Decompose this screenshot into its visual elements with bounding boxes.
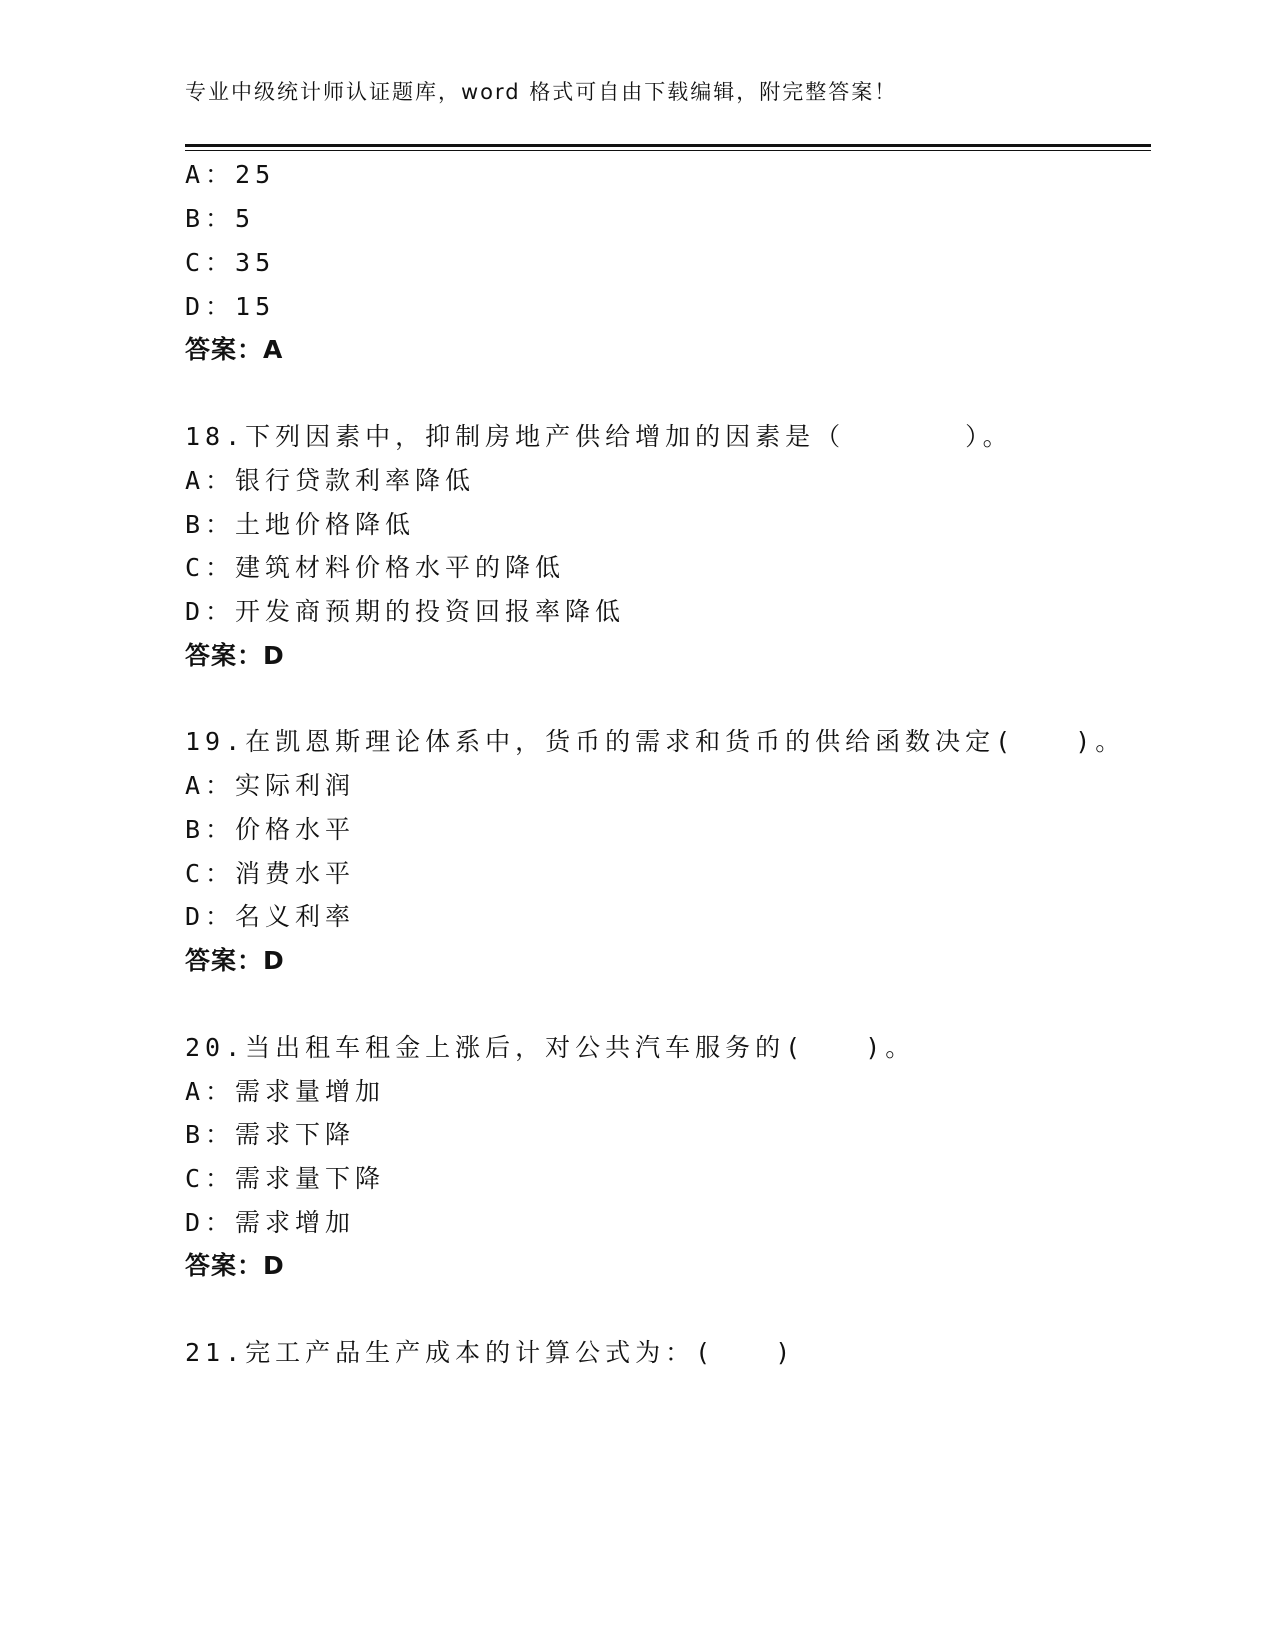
q19-option-d: D：名义利率 xyxy=(185,902,356,931)
q19-question: 19.在凯恩斯理论体系中，货币的需求和货币的供给函数决定( )。 xyxy=(185,727,1126,756)
q19-option-c: C：消费水平 xyxy=(185,859,356,888)
q18-option-a: A：银行贷款利率降低 xyxy=(185,466,476,495)
q20-option-b: B：需求下降 xyxy=(185,1120,356,1149)
q17-option-b: B：5 xyxy=(185,204,256,233)
q19-answer: 答案：D xyxy=(185,946,285,975)
q19-option-a: A：实际利润 xyxy=(185,771,356,800)
q17-option-a: A：25 xyxy=(185,160,276,189)
q18-option-c: C：建筑材料价格水平的降低 xyxy=(185,553,566,582)
header-rule-thin xyxy=(185,150,1151,151)
q17-option-c: C：35 xyxy=(185,248,276,277)
q19-option-b: B：价格水平 xyxy=(185,815,356,844)
q21-question: 21.完工产品生产成本的计算公式为：( ) xyxy=(185,1338,796,1367)
header-rule-thick xyxy=(185,144,1151,147)
q17-answer: 答案：A xyxy=(185,335,284,364)
q17-option-d: D：15 xyxy=(185,292,276,321)
q20-question: 20.当出租车租金上涨后，对公共汽车服务的( )。 xyxy=(185,1033,916,1062)
q18-option-d: D：开发商预期的投资回报率降低 xyxy=(185,597,626,626)
q20-option-d: D：需求增加 xyxy=(185,1208,356,1237)
q18-question: 18.下列因素中，抑制房地产供给增加的因素是（ ）。 xyxy=(185,422,1013,451)
q20-option-c: C：需求量下降 xyxy=(185,1164,386,1193)
q20-answer: 答案：D xyxy=(185,1251,285,1280)
q20-option-a: A：需求量增加 xyxy=(185,1077,386,1106)
q18-option-b: B：土地价格降低 xyxy=(185,510,416,539)
page-header: 专业中级统计师认证题库，word 格式可自由下载编辑，附完整答案！ xyxy=(185,80,898,104)
q18-answer: 答案：D xyxy=(185,641,285,670)
